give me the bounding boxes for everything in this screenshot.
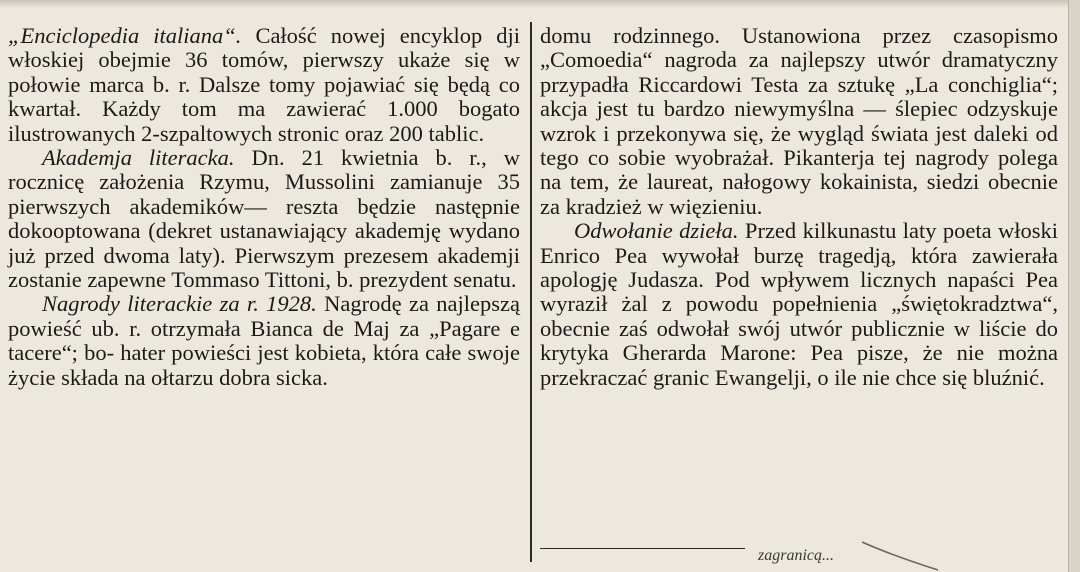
article-odwolanie (540, 219, 1058, 390)
article-akademja (8, 146, 520, 292)
article-comoedia (540, 24, 1058, 219)
body-odwolanie: Przed kilkunastu laty poeta włoski Enrico Pea wywołał burzę tragedją, która zawierała apologję Judasza. Pod wpływem licznych napaści Pea wyraził żal z powodu popełnienia „świętokradztwa“, obecnie zaś odwołał swój utwór publicznie w liście do krytyka Gherarda Marone: Pea pisze, że nie można przekraczać granic Ewangelji, o ile nie chce się bluźnić. (540, 218, 1058, 390)
cut-off-text: zagranicą... (758, 547, 834, 564)
heading-nagrody: Nagrody literackie za r. 1928. (42, 291, 317, 317)
left-column (8, 24, 520, 390)
body-nagrody: Nagrodę za najlepszą powieść ub. r. otrzymała Bianca de Maj za „Pagare e tacere“; bo- hater powieści jest kobieta, która całe swoje życie składa na ołtarzu dobra sicka. (8, 291, 520, 390)
heading-enciclopedia: „Enciclopedia italiana“. (8, 23, 242, 48)
adjacent-page-edge (1068, 0, 1080, 572)
heading-akademja: Akademja literacka. (42, 145, 235, 171)
column-divider (530, 22, 532, 562)
heading-odwolanie: Odwołanie dzieła. (574, 218, 739, 244)
fold-line-icon (860, 540, 940, 572)
body-akademja: Dn. 21 kwietnia b. r., w rocznicę założenia Rzymu, Mussolini zamianuje 35 pierwszych akademików— reszta będzie następnie dokooptowana (dekret ustanawiający akademję wydano już przed dwoma laty). Pierwszym prezesem akademji zostanie zapewne Tommaso Tittoni, b. prezydent senatu. (8, 145, 521, 293)
body-enciclopedia: Całość nowej encyklop dji włoskiej obejmie 36 tomów, pierwszy ukaże się w połowie marca b. r. Dalsze tomy pojawiać się będą co kwartał. Każdy tom ma zawierać 1.000 bogato ilustrowanych 2-szpaltowych stronic oraz 200 tablic. (8, 23, 520, 146)
right-column (540, 24, 1058, 390)
article-enciclopedia (8, 24, 520, 146)
article-nagrody (8, 292, 520, 390)
paper-fold-shadow (0, 0, 1080, 8)
body-comoedia: domu rodzinnego. Ustanowiona przez czasopismo „Comoedia“ nagroda za najlepszy utwór dramatyczny przypadła Riccardowi Testa za sztukę „La conchiglia“; akcja jest tu bardzo niewymyślna — ślepiec odzyskuje wzrok i przekonywa się, że wygląd świata jest daleki od tego co sobie wyobrażał. Pikanterja tej nagrody polega na tem, że laureat, nałogowy kokainista, siedzi obecnie za kradzież w więzieniu. (540, 23, 1058, 219)
end-rule (540, 548, 745, 549)
